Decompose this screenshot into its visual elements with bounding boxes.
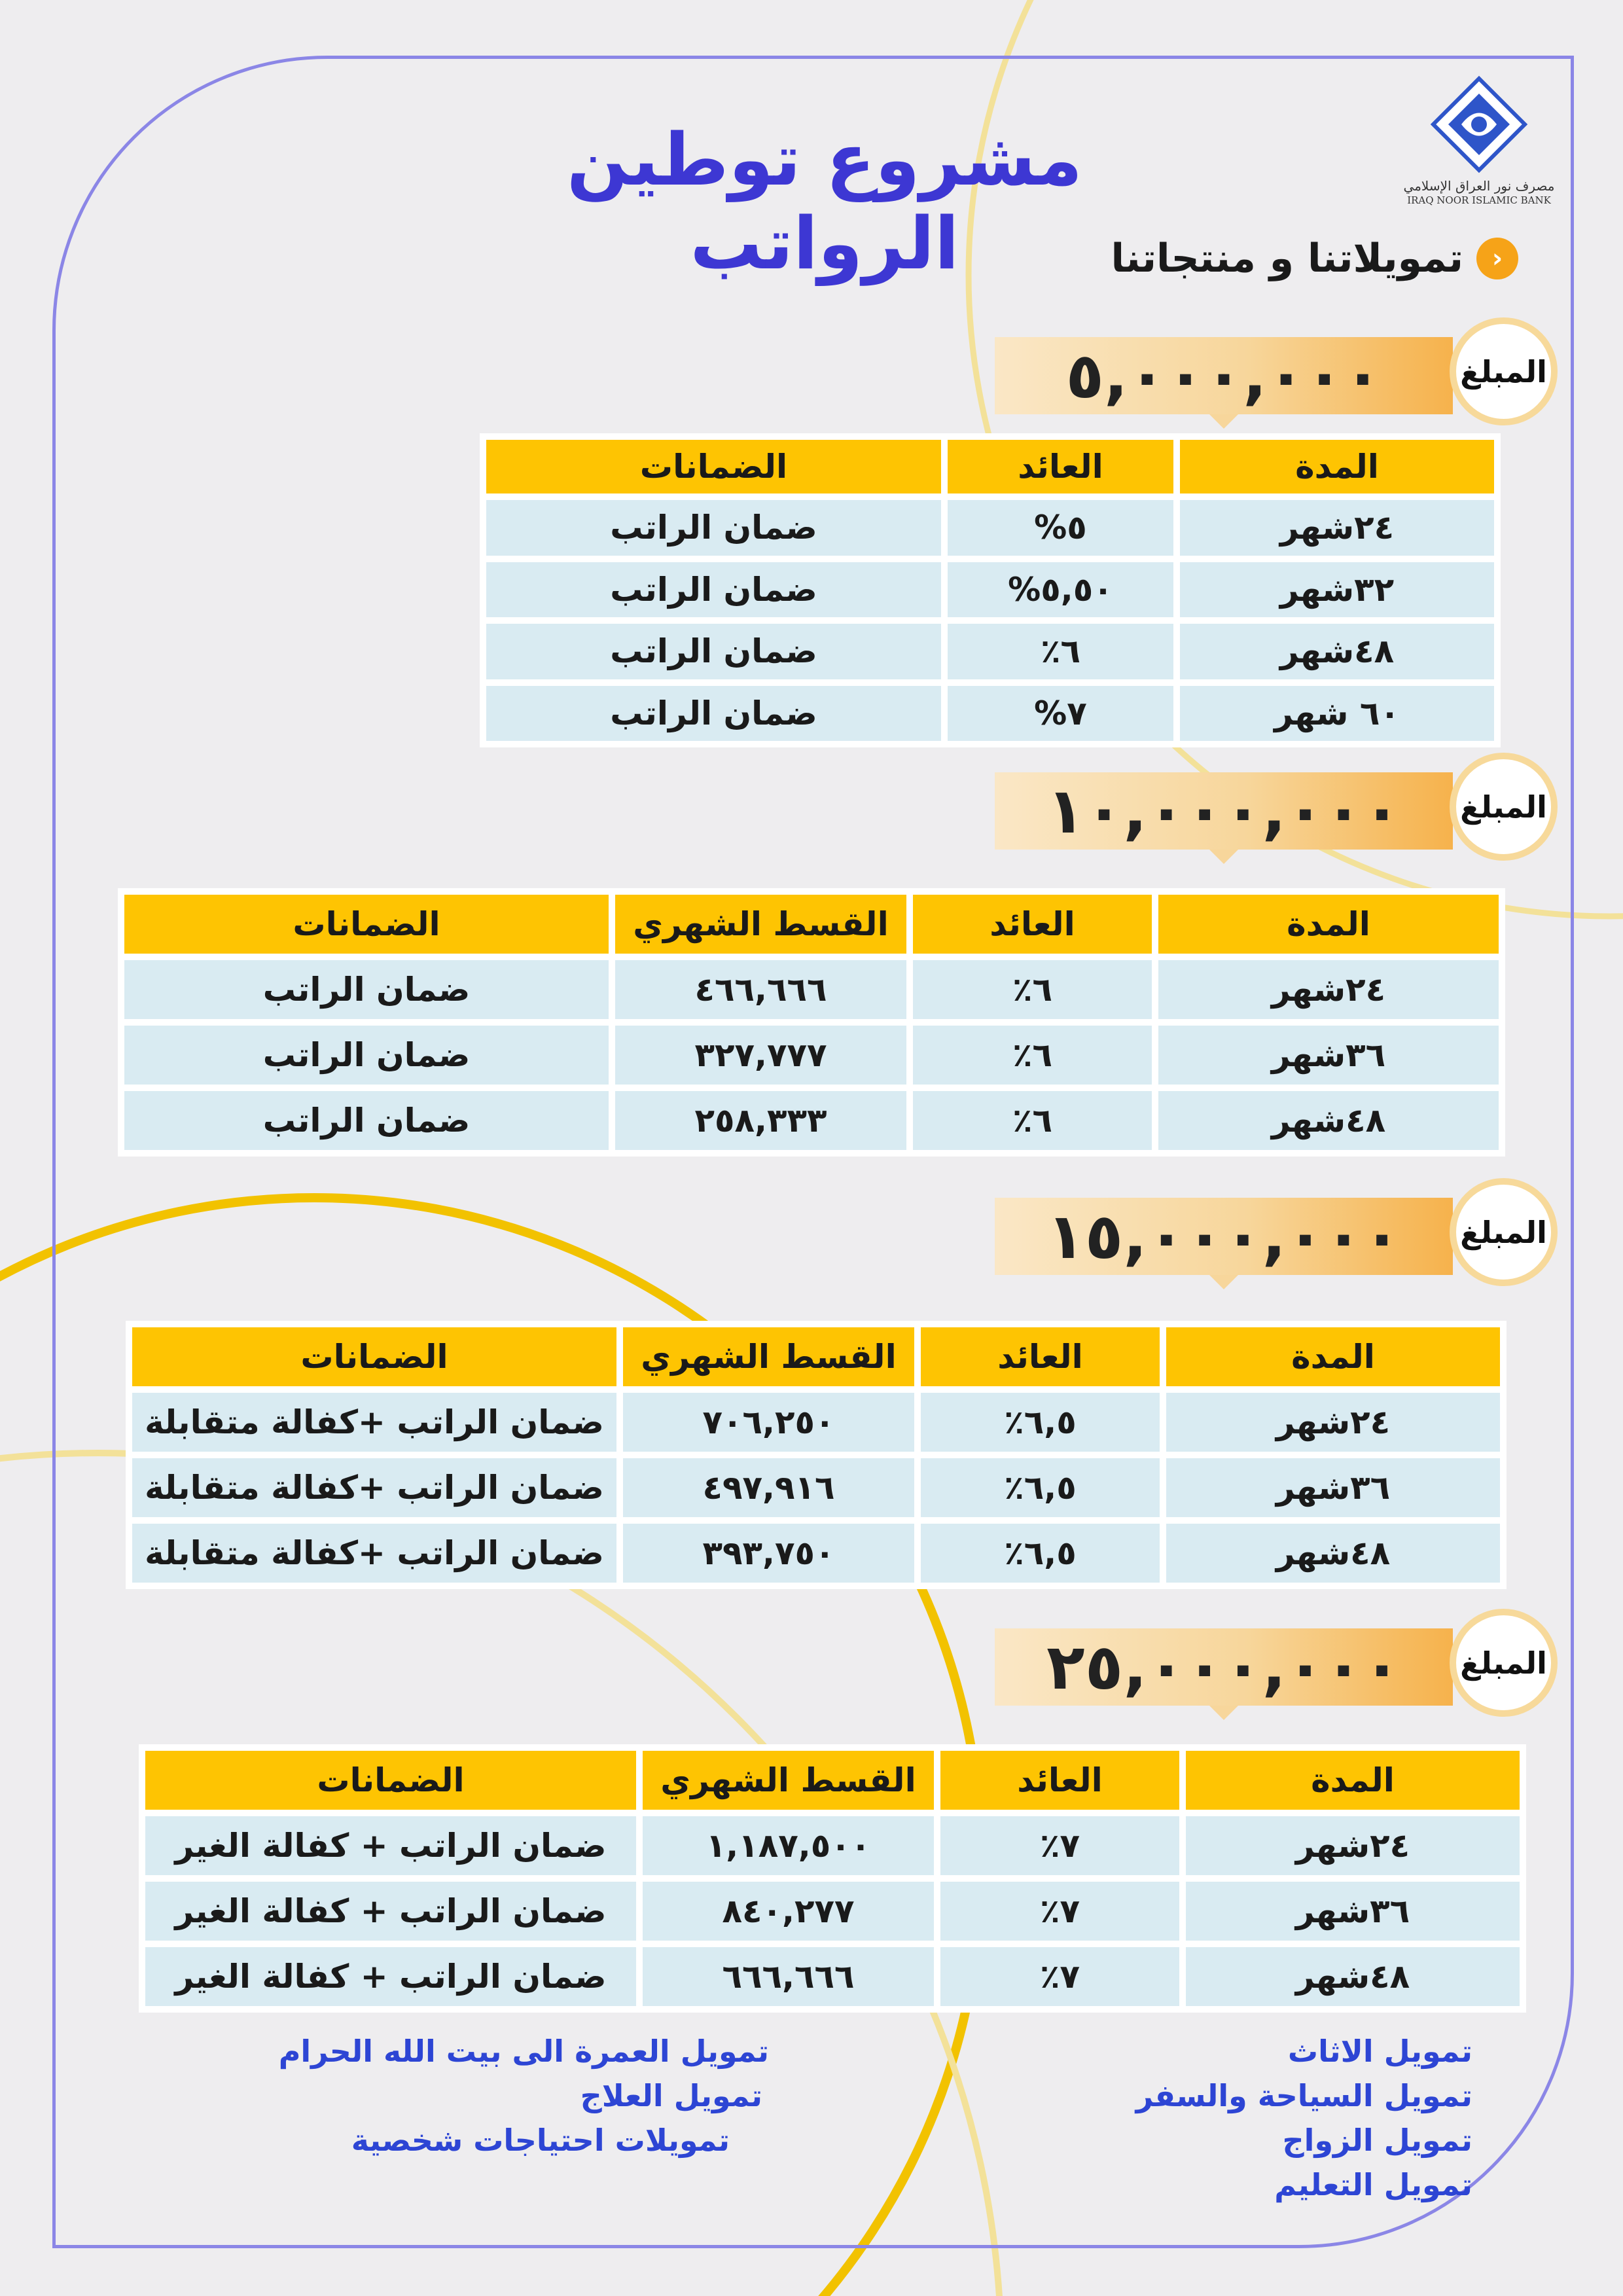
cell-duration: ٤٨شهر xyxy=(1180,624,1494,679)
cell-installment: ٤٦٦,٦٦٦ xyxy=(615,960,906,1019)
cell-installment: ٧٠٦,٢٥٠ xyxy=(623,1393,914,1452)
cell-return: ٧% xyxy=(948,686,1173,742)
header-installment: القسط الشهري xyxy=(643,1751,934,1810)
financing-table-4 xyxy=(139,1744,1526,2013)
cell-duration: ٦٠ شهر xyxy=(1180,686,1494,742)
amount-label: المبلغ xyxy=(1450,1609,1558,1717)
products-list-right xyxy=(1136,2029,1472,2207)
table-row xyxy=(145,1816,1520,1875)
cell-return: ٥% xyxy=(948,500,1173,556)
chevron-left-icon: ‹ xyxy=(1476,238,1518,279)
cell-guarantee: ضمان الراتب + كفالة الغير xyxy=(145,1947,636,2006)
amount-label: المبلغ xyxy=(1450,1178,1558,1286)
cell-return: ٦٪ xyxy=(913,1026,1152,1085)
cell-duration: ٤٨شهر xyxy=(1166,1524,1500,1583)
table-row xyxy=(124,960,1499,1019)
cell-duration: ٢٤شهر xyxy=(1158,960,1499,1019)
header-return: العائد xyxy=(913,895,1152,954)
table-row xyxy=(124,1026,1499,1085)
header-duration: المدة xyxy=(1158,895,1499,954)
cell-installment: ٦٦٦,٦٦٦ xyxy=(643,1947,934,2006)
cell-guarantee: ضمان الراتب +كفالة متقابلة xyxy=(132,1524,616,1583)
cell-duration: ٣٢شهر xyxy=(1180,562,1494,618)
cell-return: ٦,٥٪ xyxy=(921,1458,1160,1517)
amount-banner-4 xyxy=(844,1609,1571,1707)
amount-banner-2 xyxy=(844,753,1571,851)
cell-guarantee: ضمان الراتب +كفالة متقابلة xyxy=(132,1458,616,1517)
product-link[interactable]: تمويل السياحة والسفر xyxy=(1135,2078,1472,2113)
header-return: العائد xyxy=(948,440,1173,493)
cell-guarantee: ضمان الراتب + كفالة الغير xyxy=(145,1816,636,1875)
table-row xyxy=(486,562,1494,618)
cell-return: ٦٪ xyxy=(913,960,1152,1019)
header-duration: المدة xyxy=(1180,440,1494,493)
table-row xyxy=(486,500,1494,556)
amount-value: ٥,٠٠٠,٠٠٠ xyxy=(995,337,1453,414)
amount-label: المبلغ xyxy=(1450,753,1558,861)
cell-duration: ٣٦شهر xyxy=(1166,1458,1500,1517)
cell-guarantee: ضمان الراتب xyxy=(124,960,609,1019)
cell-guarantee: ضمان الراتب + كفالة الغير xyxy=(145,1882,636,1941)
bank-logo-icon xyxy=(1430,75,1528,173)
amount-value: ١٥,٠٠٠,٠٠٠ xyxy=(995,1198,1453,1275)
cell-installment: ٤٩٧,٩١٦ xyxy=(623,1458,914,1517)
header-return: العائد xyxy=(921,1327,1160,1386)
cell-installment: ٢٥٨,٣٣٣ xyxy=(615,1091,906,1150)
product-link[interactable]: تمويلات احتياجات شخصية xyxy=(351,2123,730,2158)
cell-return: ٥,٥٠% xyxy=(948,562,1173,618)
cell-return: ٦,٥٪ xyxy=(921,1393,1160,1452)
section-subtitle xyxy=(1047,232,1518,285)
table-row xyxy=(124,1091,1499,1150)
cell-return: ٦٪ xyxy=(913,1091,1152,1150)
cell-return: ٧٪ xyxy=(940,1947,1179,2006)
header-installment: القسط الشهري xyxy=(615,895,906,954)
cell-guarantee: ضمان الراتب xyxy=(486,500,941,556)
cell-installment: ٣٩٣,٧٥٠ xyxy=(623,1524,914,1583)
cell-duration: ٣٦شهر xyxy=(1186,1882,1520,1941)
header-duration: المدة xyxy=(1166,1327,1500,1386)
amount-banner-3 xyxy=(844,1178,1571,1276)
financing-table-2 xyxy=(118,888,1505,1157)
cell-installment: ٨٤٠,٢٧٧ xyxy=(643,1882,934,1941)
header-guarantees: الضمانات xyxy=(132,1327,616,1386)
bank-logo xyxy=(1387,75,1571,206)
product-link[interactable]: تمويل الاثاث xyxy=(1287,2034,1472,2069)
table-row xyxy=(145,1882,1520,1941)
header-guarantees: الضمانات xyxy=(145,1751,636,1810)
cell-duration: ٢٤شهر xyxy=(1186,1816,1520,1875)
cell-return: ٦,٥٪ xyxy=(921,1524,1160,1583)
cell-duration: ٢٤شهر xyxy=(1180,500,1494,556)
cell-guarantee: ضمان الراتب +كفالة متقابلة xyxy=(132,1393,616,1452)
cell-guarantee: ضمان الراتب xyxy=(124,1091,609,1150)
product-link[interactable]: تمويل العلاج xyxy=(580,2078,762,2113)
amount-value: ٢٥,٠٠٠,٠٠٠ xyxy=(995,1628,1453,1706)
table-row xyxy=(486,686,1494,742)
cell-guarantee: ضمان الراتب xyxy=(486,686,941,742)
amount-banner-1 xyxy=(851,317,1571,416)
table-row xyxy=(132,1393,1500,1452)
cell-installment: ١,١٨٧,٥٠٠ xyxy=(643,1816,934,1875)
bank-name-ar: مصرف نور العراق الإسلامي xyxy=(1403,178,1555,194)
cell-duration: ٤٨شهر xyxy=(1158,1091,1499,1150)
bank-name-en: IRAQ NOOR ISLAMIC BANK xyxy=(1407,194,1551,206)
cell-return: ٧٪ xyxy=(940,1816,1179,1875)
header-guarantees: الضمانات xyxy=(124,895,609,954)
header-duration: المدة xyxy=(1186,1751,1520,1810)
amount-value: ١٠,٠٠٠,٠٠٠ xyxy=(995,772,1453,850)
financing-table-3 xyxy=(126,1321,1507,1589)
cell-return: ٧٪ xyxy=(940,1882,1179,1941)
cell-duration: ٣٦شهر xyxy=(1158,1026,1499,1085)
product-link[interactable]: تمويل الزواج xyxy=(1282,2123,1472,2158)
header-installment: القسط الشهري xyxy=(623,1327,914,1386)
cell-guarantee: ضمان الراتب xyxy=(486,624,941,679)
table-row xyxy=(132,1458,1500,1517)
header-guarantees: الضمانات xyxy=(486,440,941,493)
cell-guarantee: ضمان الراتب xyxy=(124,1026,609,1085)
header-return: العائد xyxy=(940,1751,1179,1810)
cell-duration: ٢٤شهر xyxy=(1166,1393,1500,1452)
products-list-left xyxy=(279,2029,769,2162)
table-row xyxy=(132,1524,1500,1583)
product-link[interactable]: تمويل العمرة الى بيت الله الحرام xyxy=(278,2034,769,2069)
cell-duration: ٤٨شهر xyxy=(1186,1947,1520,2006)
cell-return: ٦٪ xyxy=(948,624,1173,679)
cell-installment: ٣٢٧,٧٧٧ xyxy=(615,1026,906,1085)
subtitle-text: تمويلاتنا و منتجاتنا xyxy=(1111,236,1463,281)
page-title: مشروع توطين الرواتب xyxy=(566,118,1083,285)
table-row xyxy=(486,624,1494,679)
product-link[interactable]: تمويل التعليم xyxy=(1274,2167,1472,2202)
cell-guarantee: ضمان الراتب xyxy=(486,562,941,618)
table-row xyxy=(145,1947,1520,2006)
financing-table-1 xyxy=(480,433,1501,747)
amount-label: المبلغ xyxy=(1450,317,1558,425)
